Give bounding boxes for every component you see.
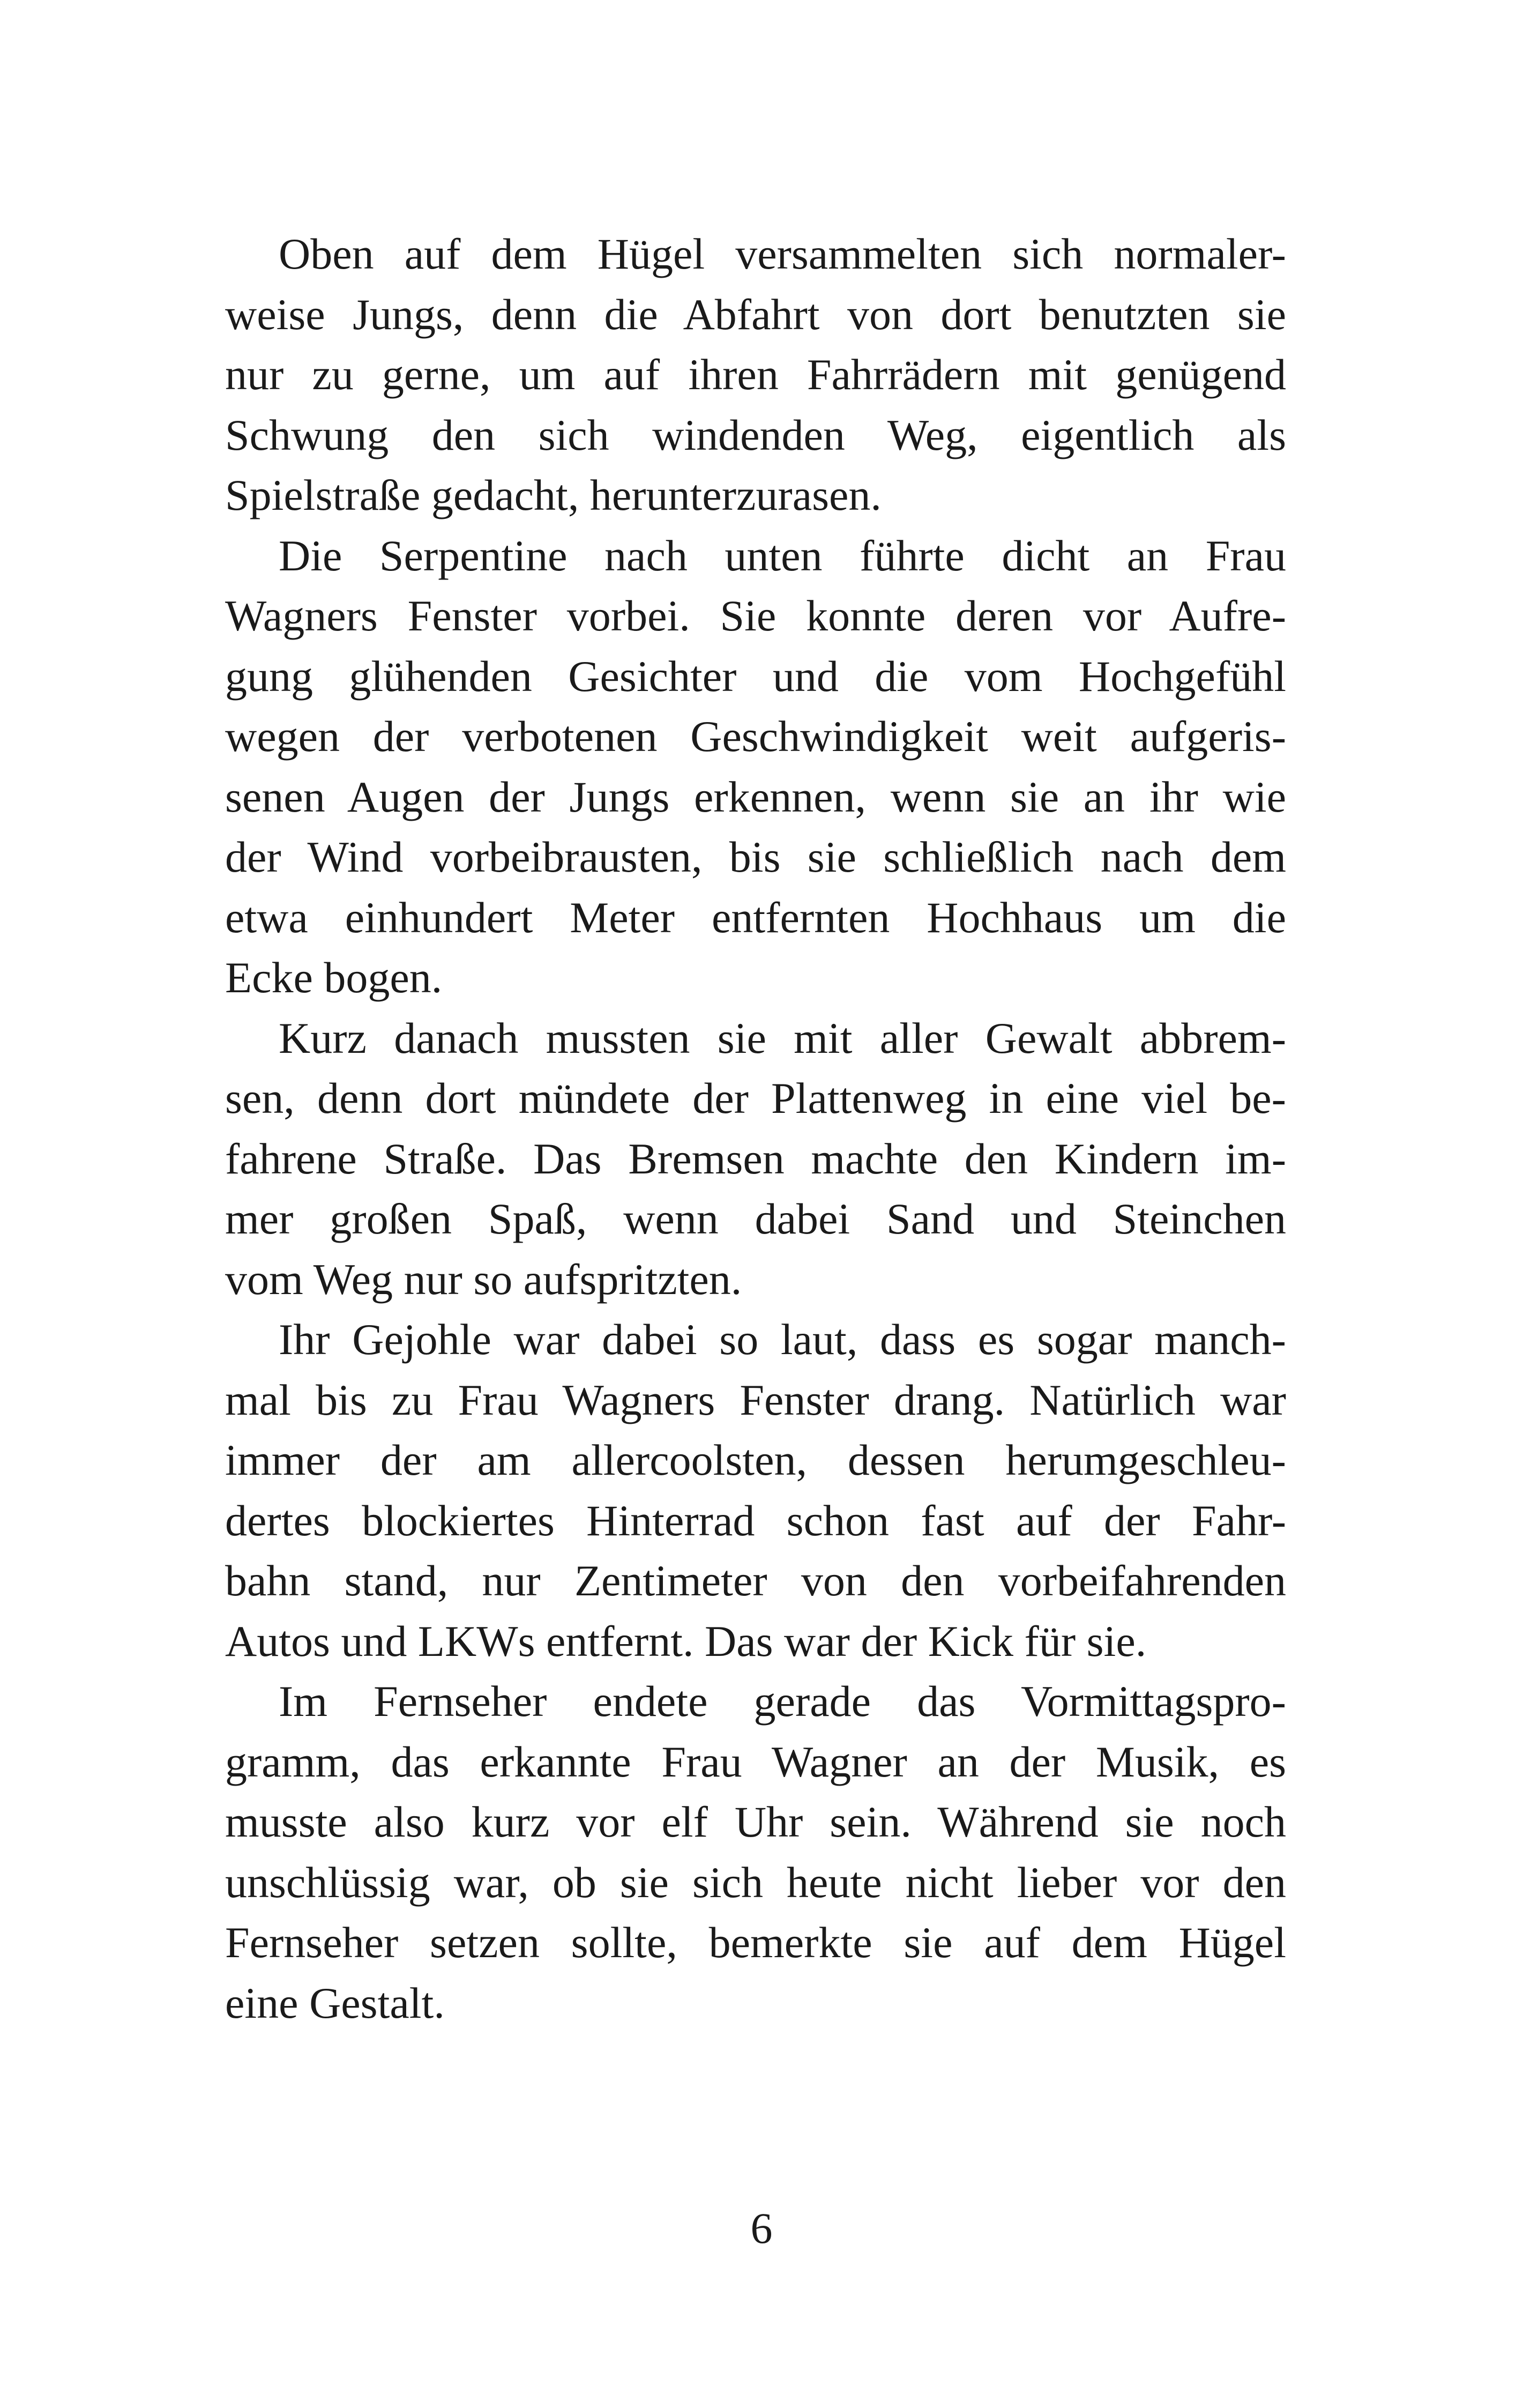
text-line: gung glühenden Gesichter und die vom Hochgefühl bbox=[225, 651, 1286, 701]
text-line: dertes blockiertes Hinterrad schon fast auf der Fahr- bbox=[225, 1496, 1286, 1545]
body-text bbox=[225, 224, 1286, 2033]
paragraph bbox=[225, 1310, 1286, 1671]
paragraph bbox=[225, 1671, 1286, 2033]
text-line: Schwung den sich windenden Weg, eigentlich als bbox=[225, 410, 1286, 459]
text-line: immer der am allercoolsten, dessen herumgeschleu- bbox=[225, 1436, 1286, 1484]
paragraph bbox=[225, 1008, 1286, 1310]
text-line: Fernseher setzen sollte, bemerkte sie auf dem Hügel bbox=[225, 1918, 1286, 1967]
text-line: Die Serpentine nach unten führte dicht an Frau bbox=[279, 531, 1286, 580]
page-number: 6 bbox=[750, 2204, 773, 2253]
text-line: mal bis zu Frau Wagners Fenster drang. Natürlich war bbox=[225, 1375, 1286, 1424]
text-line: Wagners Fenster vorbei. Sie konnte deren vor Aufre- bbox=[225, 591, 1286, 640]
text-line: weise Jungs, denn die Abfahrt von dort benutzten sie bbox=[225, 289, 1286, 339]
text-line: Spielstraße gedacht, herunterzurasen. bbox=[225, 471, 882, 519]
text-line: Oben auf dem Hügel versammelten sich normaler- bbox=[279, 229, 1286, 278]
text-line: mer großen Spaß, wenn dabei Sand und Steinchen bbox=[225, 1194, 1286, 1243]
text-line: Kurz danach mussten sie mit aller Gewalt abbrem- bbox=[279, 1013, 1286, 1062]
text-line: vom Weg nur so aufspritzten. bbox=[225, 1254, 742, 1304]
text-line: nur zu gerne, um auf ihren Fahrrädern mit genügend bbox=[225, 350, 1286, 399]
text-line: unschlüssig war, ob sie sich heute nicht lieber vor den bbox=[225, 1857, 1286, 1907]
text-line: wegen der verbotenen Geschwindigkeit weit aufgeris- bbox=[225, 712, 1286, 761]
text-line: gramm, das erkannte Frau Wagner an der Musik, es bbox=[225, 1737, 1286, 1786]
text-line: der Wind vorbeibrausten, bis sie schließlich nach dem bbox=[225, 833, 1286, 881]
text-line: Ihr Gejohle war dabei so laut, dass es sogar manch- bbox=[279, 1315, 1286, 1364]
text-line: musste also kurz vor elf Uhr sein. Während sie noch bbox=[225, 1797, 1286, 1846]
text-line: senen Augen der Jungs erkennen, wenn sie an ihr wie bbox=[225, 772, 1286, 821]
text-line: Im Fernseher endete gerade das Vormittagspro- bbox=[279, 1677, 1286, 1726]
paragraph bbox=[225, 526, 1286, 1008]
text-line: fahrene Straße. Das Bremsen machte den Kindern im- bbox=[225, 1134, 1286, 1183]
text-line: Autos und LKWs entfernt. Das war der Kick für sie. bbox=[225, 1616, 1147, 1666]
text-line: etwa einhundert Meter entfernten Hochhaus um die bbox=[225, 893, 1286, 942]
text-line: Ecke bogen. bbox=[225, 953, 443, 1002]
text-line: sen, denn dort mündete der Plattenweg in eine viel be- bbox=[225, 1074, 1286, 1123]
paragraph bbox=[225, 224, 1286, 526]
text-line: bahn stand, nur Zentimeter von den vorbeifahrenden bbox=[225, 1556, 1286, 1605]
text-line: eine Gestalt. bbox=[225, 1978, 445, 2027]
